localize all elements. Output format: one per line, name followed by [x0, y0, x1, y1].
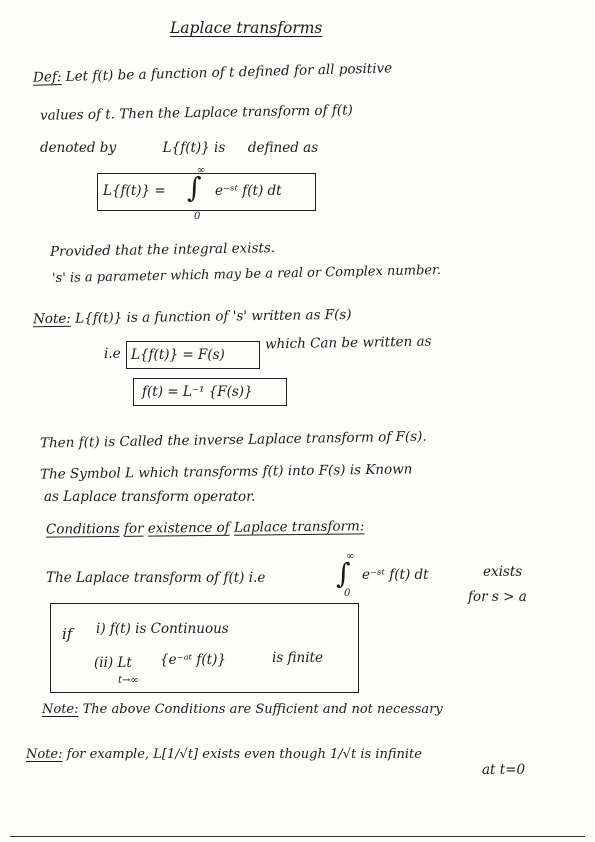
inverse-line-1: Then f(t) is Called the inverse Laplace transform of F(s).: [39, 428, 427, 452]
inverse-formula-text: f(t) = L⁻¹ {F(s)}: [142, 384, 253, 400]
note-3-text-c: is infinite: [360, 747, 422, 762]
inverse-line-2: The Symbol L which transforms f(t) into F(s) is Known: [39, 461, 413, 483]
page-bottom-rule: [10, 836, 585, 837]
formula-integrand: e⁻ˢᵗ f(t) dt: [215, 183, 282, 199]
note-3-frac: 1/√t: [330, 747, 357, 762]
cond-2-sub: t→∞: [118, 675, 139, 686]
cond-integral-sign: ∫: [336, 557, 351, 590]
def-text-3c: defined as: [247, 140, 319, 156]
note-2-text: The above Conditions are Sufficient and not necessary: [82, 702, 443, 717]
note-3-line: [26, 748, 422, 762]
page-title: Laplace transforms: [170, 19, 323, 37]
def-label: Def:: [32, 68, 62, 86]
formula-integral-sign: ∫: [187, 171, 202, 204]
provided-line-1: Provided that the integral exists.: [49, 240, 276, 260]
cond-integrand: e⁻ˢᵗ f(t) dt: [362, 567, 429, 583]
conditions-box: [50, 603, 359, 693]
conditions-line: The Laplace transform of f(t) i.e: [46, 570, 266, 586]
def-text-3a: denoted by: [40, 140, 117, 156]
formula-lhs: L{f(t)} =: [103, 183, 166, 199]
cond-heading-c: existence of: [147, 519, 230, 537]
note-1-line: [33, 308, 352, 327]
definition-line-1: [33, 61, 393, 85]
conditions-heading: [46, 519, 364, 537]
note-1-ie: i.e: [104, 346, 121, 362]
note-1-after: which Can be written as: [264, 333, 432, 353]
inverse-line-3: as Laplace transform operator.: [44, 489, 256, 505]
provided-line-2: 's' is a parameter which may be a real or Complex number.: [51, 262, 442, 287]
note-3-expr: L[1/√t]: [153, 747, 199, 762]
note-3-label: Note:: [26, 747, 63, 762]
note-3-text-b: exists even though: [202, 747, 326, 762]
cond-for-s: for s > a: [468, 589, 527, 605]
boxed-f-of-s-text: L{f(t)} = F(s): [131, 347, 225, 363]
note-2-label: Note:: [42, 702, 79, 717]
note-3-text-a: for example,: [66, 747, 150, 762]
cond-heading-b: for: [123, 520, 144, 537]
cond-if: if: [62, 625, 73, 643]
note-1-label: Note:: [32, 310, 72, 328]
note-1-text: L{f(t)} is a function of 's' written as F(s): [75, 306, 352, 327]
cond-1: i) f(t) is Continuous: [96, 621, 229, 637]
cond-heading-a: Conditions: [45, 520, 120, 538]
cond-2c: is finite: [272, 650, 323, 666]
definition-line-2: values of t. Then the Laplace transform of f(t): [39, 102, 353, 124]
cond-heading-d: Laplace transform:: [233, 518, 365, 536]
cond-upper-limit: ∞: [346, 551, 355, 562]
note-3-text-d: at t=0: [482, 762, 526, 778]
cond-2a: (ii) Lt: [94, 655, 132, 671]
definition-line-3: [40, 141, 318, 156]
cond-exists: exists: [483, 564, 523, 580]
formula-lower-limit: 0: [194, 211, 201, 222]
formula-upper-limit: ∞: [197, 165, 206, 176]
note-2-line: [42, 703, 443, 717]
cond-2b: {e⁻ᵃᵗ f(t)}: [160, 652, 226, 668]
cond-lower-limit: 0: [344, 588, 351, 599]
def-text-1: Let f(t) be a function of t defined for all positive: [65, 60, 393, 85]
def-text-3b: L{f(t)} is: [162, 140, 226, 156]
